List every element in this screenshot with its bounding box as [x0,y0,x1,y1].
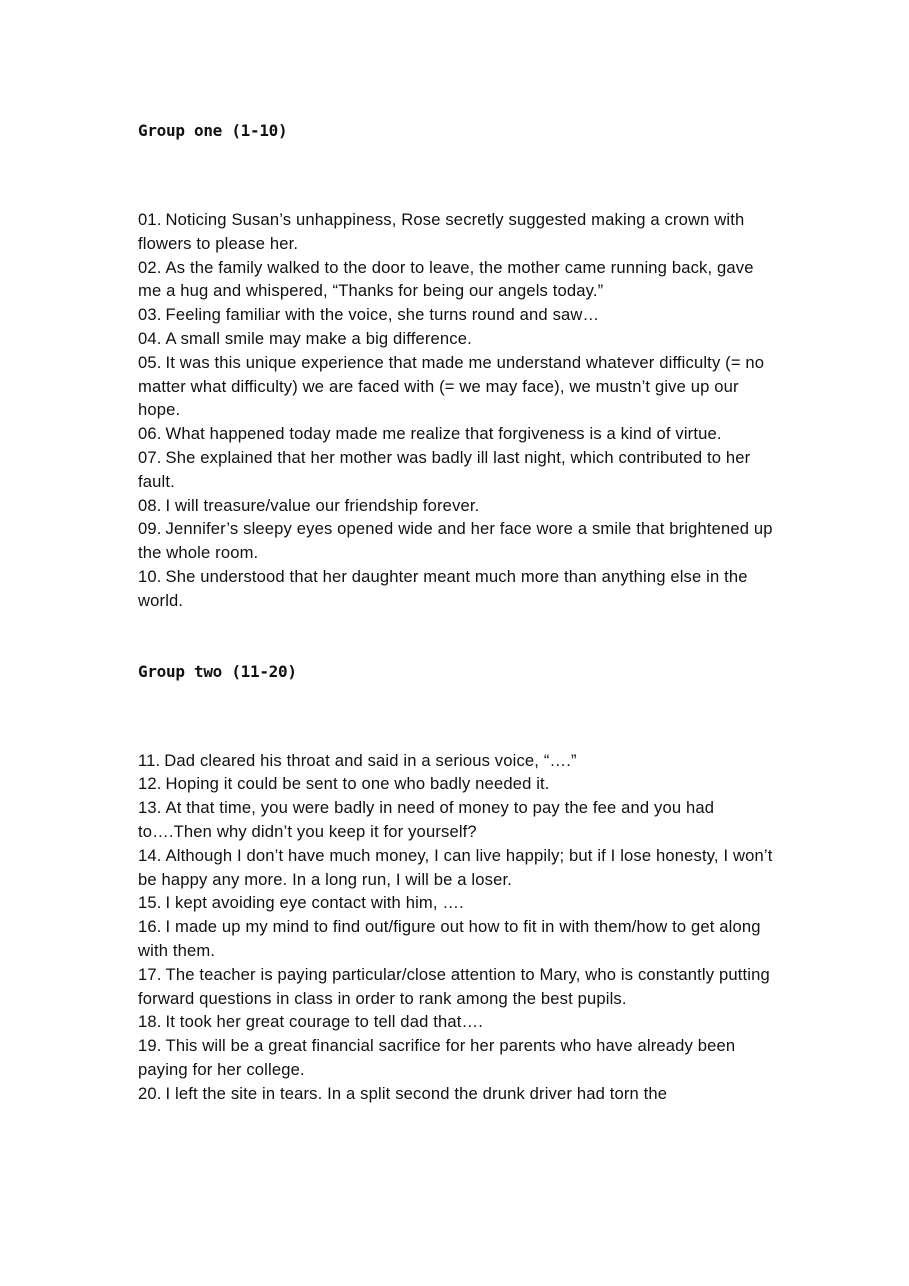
item-number: 17. [138,964,162,984]
item-number: 18. [138,1012,162,1032]
item-text: The teacher is paying particular/close attention to Mary, who is constantly putting forward questions in class in order to rank among the best pupils. [138,964,770,1008]
item-text: Hoping it could be sent to one who badly needed it. [165,774,550,794]
item-text: This will be a great financial sacrifice for her parents who have already been paying for her college. [138,1036,736,1079]
item-number: 12. [138,774,162,794]
list-item [138,1082,778,1106]
item-text: A small smile may make a big difference. [165,328,472,348]
item-number: 20. [138,1083,162,1103]
item-text: What happened today made me realize that forgiveness is a kind of virtue. [165,424,722,444]
item-number: 08. [138,495,162,515]
item-number: 03. [138,305,162,325]
item-number: 05. [138,352,162,372]
list-item [138,517,778,565]
item-text: Noticing Susan’s unhappiness, Rose secretly suggested making a crown with flowers to please her. [138,210,745,253]
list-item [138,1010,778,1034]
item-text: Jennifer’s sleepy eyes opened wide and her face wore a smile that brightened up the whole room. [138,519,773,563]
list-item [138,208,778,256]
list-item [138,963,778,1011]
item-text: Although I don’t have much money, I can live happily; but if I lose honesty, I won’t be happy any more. In a long run, I will be a loser. [138,845,773,889]
item-number: 01. [138,210,162,229]
group-one-list [138,208,778,613]
item-text: At that time, you were badly in need of money to pay the fee and you had to….Then why didn’t you keep it for yourself? [138,798,715,841]
item-text: As the family walked to the door to leave, the mother came running back, gave me a hug and whispered, “Thanks for being our angels today.” [138,257,754,301]
list-item [138,494,778,518]
list-item [138,303,778,327]
item-number: 16. [138,917,162,937]
list-item [138,351,778,422]
item-number: 04. [138,328,162,348]
item-number: 19. [138,1036,162,1056]
item-text: I kept avoiding eye contact with him, …. [165,893,464,913]
document-body [138,119,778,1106]
item-text: It took her great courage to tell dad that…. [165,1012,483,1032]
item-text: She understood that her daughter meant much more than anything else in the world. [138,566,748,610]
item-number: 11. [138,750,161,770]
list-item [138,446,778,494]
list-item [138,891,778,915]
list-item [138,915,778,963]
item-text: Feeling familiar with the voice, she turns round and saw… [165,305,600,325]
item-number: 02. [138,257,162,277]
item-number: 06. [138,424,162,444]
list-item [138,749,778,773]
item-text: I made up my mind to find out/figure out how to fit in with them/how to get along with them. [138,917,761,960]
list-item [138,796,778,844]
item-text: I will treasure/value our friendship forever. [165,495,480,515]
list-item [138,256,778,304]
item-number: 07. [138,447,162,467]
item-number: 09. [138,519,162,539]
item-text: It was this unique experience that made me understand whatever difficulty (= no matter what difficulty) we are faced with (= we may face), we mustn’t give up our hope. [138,352,765,420]
list-item [138,772,778,796]
list-item [138,844,778,892]
item-text: I left the site in tears. In a split second the drunk driver had torn the [165,1083,668,1103]
item-text: Dad cleared his throat and said in a serious voice, “….” [164,750,577,770]
group-one-heading: Group one (1-10) [138,121,288,140]
group-two-heading: Group two (11-20) [138,661,297,681]
list-item [138,565,778,613]
list-item [138,1034,778,1082]
item-text: She explained that her mother was badly ill last night, which contributed to her fault. [138,447,751,491]
item-number: 10. [138,566,162,586]
list-item [138,422,778,446]
item-number: 14. [138,845,162,865]
list-item [138,327,778,351]
group-two-list [138,749,778,1106]
item-number: 15. [138,893,162,913]
item-number: 13. [138,798,162,818]
